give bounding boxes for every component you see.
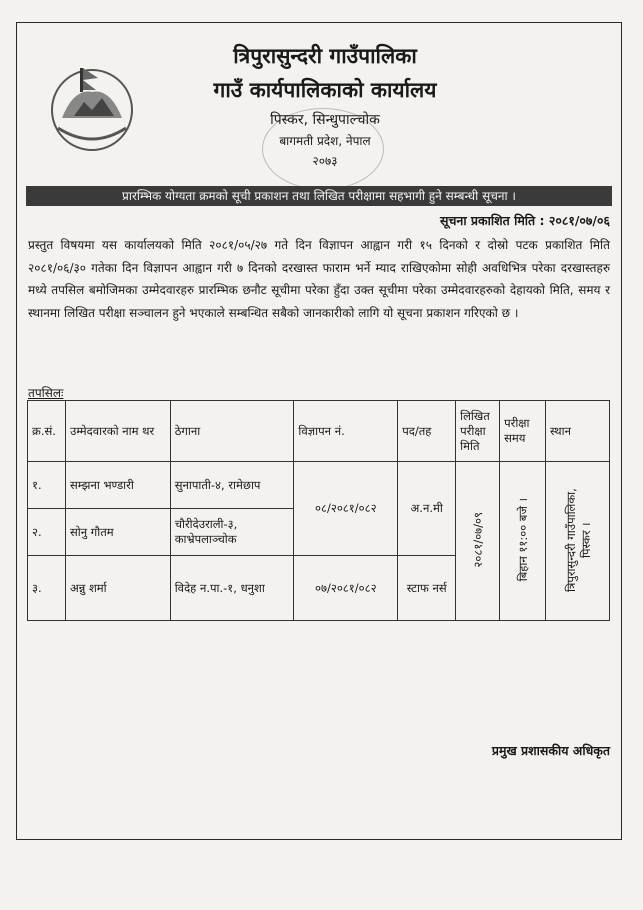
signatory-title: प्रमुख प्रशासकीय अधिकृत (491, 743, 610, 758)
cell-ad-no: ०८/२०८१/०८२ (294, 462, 398, 556)
exam-date-text: २०८१/०७/०९ (471, 511, 486, 568)
nepal-emblem-icon (44, 58, 140, 154)
province: बागमती प्रदेश, नेपाल (279, 134, 371, 148)
header-address: ठेगाना (170, 401, 294, 462)
office-location: पिस्कर, सिन्धुपाल्चोक (270, 112, 380, 128)
cell-sn: ३. (28, 556, 66, 621)
details-label: तपसिलः (28, 386, 64, 400)
header-venue: स्थान (546, 401, 610, 462)
notice-body: प्रस्तुत विषयमा यस कार्यालयको मिति २०८१/०५/२७ गते दिन विज्ञापन आह्वान गरी १५ दिनको र दोस्रो पटक प्रकाशित मिति २०८१/०६/३० गतेका दिन विज्ञापन आह्वान गरी ७ दिनको दरखास्त फाराम भर्ने म्याद राखिएकोमा सोही अवधिभित्र परेका दरखास्तहरु मध्ये तपसिल बमोजिमका उम्मेदवारहरु प्रारम्भिक छनौट सूचीमा परेका हुँदा उक्त सूचीमा परेका उम्मेदवारहरुको देहायको मिति, समय र स्थानमा लिखित परीक्षा सञ्चालन हुने भएकाले सम्बन्धित सबैको जानकारीको लागि यो सूचना प्रकाशन गरिएको छ । (28, 238, 610, 320)
cell-post: अ.न.मी (398, 462, 456, 556)
office-name: गाउँ कार्यपालिकाको कार्यालय (213, 78, 437, 102)
cell-name: सम्झना भण्डारी (65, 462, 170, 509)
cell-sn: १. (28, 462, 66, 509)
candidate-table (27, 400, 610, 621)
cell-address: सुनापाती-४, रामेछाप (170, 462, 294, 509)
cell-address: विदेह न.पा.-१, धनुशा (170, 556, 294, 621)
header-post: पद/तह (398, 401, 456, 462)
header-ad-no: विज्ञापन नं. (294, 401, 398, 462)
cell-address: चौरीदेउराली-३, काभ्रेपलाञ्चोक (170, 509, 294, 556)
header-name: उम्मेदवारको नाम थर (65, 401, 170, 462)
header-exam-time: परीक्षा समय (500, 401, 546, 462)
published-date: सूचना प्रकाशित मिति : २०८१/०७/०६ (440, 213, 610, 228)
cell-exam-time (500, 462, 546, 621)
exam-time-text: बिहान ११:०० बजे । (516, 497, 531, 582)
table-row (28, 462, 610, 509)
cell-post: स्टाफ नर्स (398, 556, 456, 621)
cell-ad-no: ०७/२०८१/०८२ (294, 556, 398, 621)
cell-exam-date (456, 462, 500, 621)
header-sn: क्र.सं. (28, 401, 66, 462)
table-header-row (28, 401, 610, 462)
municipality-name: त्रिपुरासुन्दरी गाउँपालिका (233, 44, 417, 68)
notice-title: प्रारम्भिक योग्यता क्रमको सूची प्रकाशन तथा लिखित परीक्षामा सहभागी हुने सम्बन्धी सूचना । (26, 186, 612, 206)
header-exam-date: लिखित परीक्षा मिति (456, 401, 500, 462)
cell-sn: २. (28, 509, 66, 556)
cell-name: सोनु गौतम (65, 509, 170, 556)
cell-venue (546, 462, 610, 621)
venue-text: त्रिपुरासुन्दरी गाउँपालिका, पिस्कर । (563, 487, 593, 592)
established-year: २०७३ (312, 154, 338, 168)
cell-name: अन्नु शर्मा (65, 556, 170, 621)
